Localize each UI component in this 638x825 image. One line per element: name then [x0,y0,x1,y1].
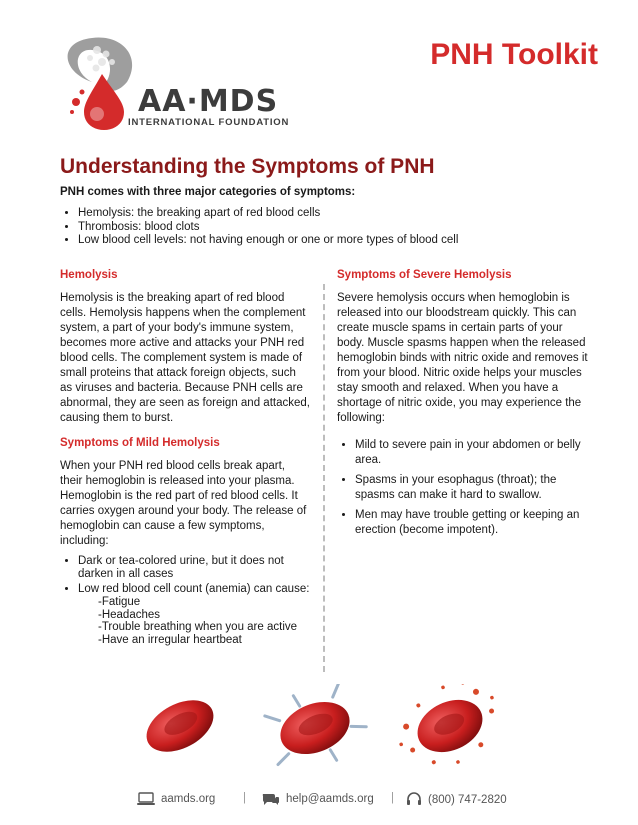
right-column [337,268,593,543]
list-item: • Hemolysis: the breaking apart of red blood cells [78,207,618,221]
intro-list [60,207,618,248]
hemolysis-paragraph: Hemolysis is the breaking apart of red blood cells. Hemolysis happens when the complement system, a part of your body's immune system, becomes more active and attacks your PNH red blood cells. The complement system is made of small proteins that attack foreign objects, such as viruses and bacteria. Because PNH cells are abnormal, they are seen as foreign and attacked, causing them to burst. [60,292,310,424]
anemia-subitems [78,596,310,646]
subitem: -Fatigue [98,596,141,608]
list-item: • Spasms in your esophagus (throat); the spasms can make it hard to swallow. [355,473,593,503]
footer-phone[interactable] [406,792,507,807]
footer-email[interactable] [262,792,374,806]
column-divider [323,284,325,672]
hemolysis-heading: Hemolysis [60,269,118,281]
chat-bubble-icon [262,792,280,806]
severe-symptoms-list [337,438,593,538]
page-header [0,0,638,150]
bursting-cell-icon [384,684,513,774]
subitem: -Headaches [98,608,161,621]
subitem: -Have an irregular heartbeat [98,633,242,646]
page-title: Understanding the Symptoms of PNH [60,155,435,178]
org-subtitle: INTERNATIONAL FOUNDATION [128,117,290,128]
toolkit-title: PNH Toolkit [430,38,598,71]
phone-number[interactable]: (800) 747-2820 [428,793,507,806]
left-column [60,268,310,648]
laptop-icon [137,792,155,806]
list-item: • Dark or tea-colored urine, but it does not darken in all cases [78,555,310,581]
anemia-item-label: Low red blood cell count (anemia) can cause: [78,583,310,595]
red-blood-cells-illustration [0,684,638,774]
footer-separator: | [243,792,246,804]
mild-hemolysis-heading: Symptoms of Mild Hemolysis [60,437,220,449]
severe-hemolysis-paragraph: Severe hemolysis occurs when hemoglobin is released into our bloodstream quickly. This can create muscle spams in certain parts of your body. Muscle spasms happen when the released hemoglobin binds with nitric oxide and removes it from your blood. Nitric oxide helps your muscles stay smooth and relaxed. When you have a shortage of nitric oxide, you may experience the following: [337,292,588,424]
list-item: • Low blood cell levels: not having enough or one or more types of blood cell [78,234,618,248]
list-item: • Men may have trouble getting or keeping an erection (become impotent). [355,508,593,538]
healthy-cell-icon [138,690,222,763]
page-footer [0,790,638,810]
list-item: • Thrombosis: blood clots [78,221,618,235]
attacked-cell-icon [256,684,373,774]
website-link[interactable]: aamds.org [161,793,216,805]
email-link[interactable]: help@aamds.org [286,793,374,805]
intro-text: PNH comes with three major categories of symptoms: [60,186,356,198]
list-item [78,583,310,646]
severe-hemolysis-heading: Symptoms of Severe Hemolysis [337,269,512,281]
footer-website[interactable] [137,792,215,806]
org-wordmark: AA·MDS [138,84,279,119]
footer-separator: | [391,792,394,804]
headset-icon [406,792,422,807]
subitem: -Trouble breathing when you are active [98,621,298,633]
mild-symptoms-list [60,555,310,646]
mild-hemolysis-paragraph: When your PNH red blood cells break apart, their hemoglobin is released into your plasma. Hemoglobin is the red part of red blood cells. It carries oxygen around your body. The release of hemoglobin can cause a few symptoms, including: [60,460,307,547]
list-item: • Mild to severe pain in your abdomen or belly area. [355,438,593,468]
